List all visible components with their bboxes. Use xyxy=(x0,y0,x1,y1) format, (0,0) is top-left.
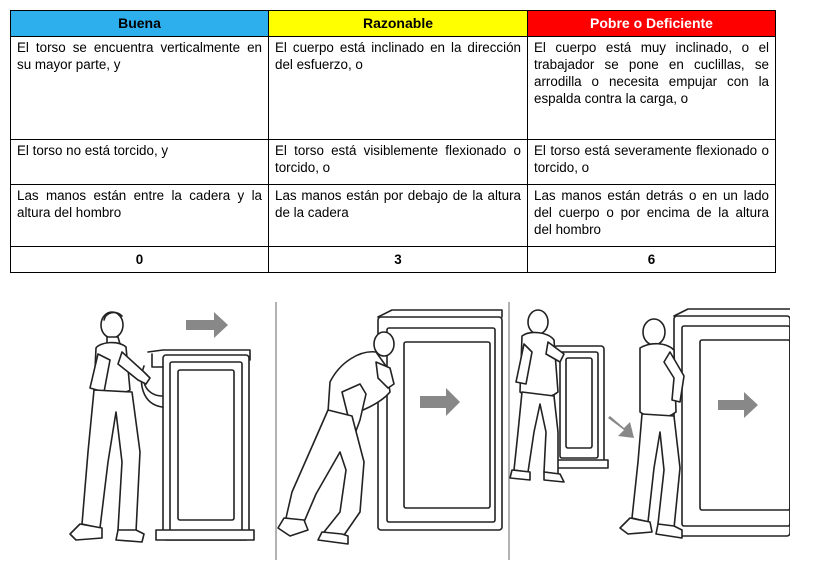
table-row xyxy=(11,185,776,247)
figure-lean-push xyxy=(278,310,502,544)
cell-fair-hands: Las manos están por debajo de la altura de la cadera xyxy=(269,185,528,247)
person xyxy=(70,312,150,542)
cell-good-posture: El torso se encuentra verticalmente en su mayor parte, y xyxy=(11,37,269,140)
cell-poor-hands: Las manos están detrás o en un lado del cuerpo o por encima de la altura del hombro xyxy=(528,185,776,247)
cabinet xyxy=(378,310,502,530)
posture-illustrations xyxy=(60,292,790,563)
person xyxy=(278,332,394,544)
figure-back-push xyxy=(510,309,790,538)
cell-poor-torso: El torso está severamente flexionado o torcido, o xyxy=(528,140,776,185)
cart xyxy=(141,350,254,540)
score-row xyxy=(11,247,776,273)
table-row xyxy=(11,37,776,140)
cell-fair-torso: El torso está visiblemente flexionado o torcido, o xyxy=(269,140,528,185)
header-poor: Pobre o Deficiente xyxy=(528,11,776,37)
posture-risk-table xyxy=(10,10,776,273)
direction-arrow-icon xyxy=(608,416,634,438)
cell-good-hands: Las manos están entre la cadera y la altura del hombro xyxy=(11,185,269,247)
illustration-svg xyxy=(60,292,790,563)
header-good: Buena xyxy=(11,11,269,37)
cell-good-torso: El torso no está torcido, y xyxy=(11,140,269,185)
header-fair: Razonable xyxy=(269,11,528,37)
score-poor: 6 xyxy=(528,247,776,273)
figure-upright-push xyxy=(70,312,254,542)
tall-cabinet xyxy=(674,309,790,536)
header-row xyxy=(11,11,776,37)
score-good: 0 xyxy=(11,247,269,273)
cell-poor-posture: El cuerpo está muy inclinado, o el trabajador se pone en cuclillas, se arrodilla o necesita empujar con la espalda contra la carga, o xyxy=(528,37,776,140)
direction-arrow-icon xyxy=(186,312,228,338)
cell-fair-posture: El cuerpo está inclinado en la dirección del esfuerzo, o xyxy=(269,37,528,140)
table-row xyxy=(11,140,776,185)
score-fair: 3 xyxy=(269,247,528,273)
